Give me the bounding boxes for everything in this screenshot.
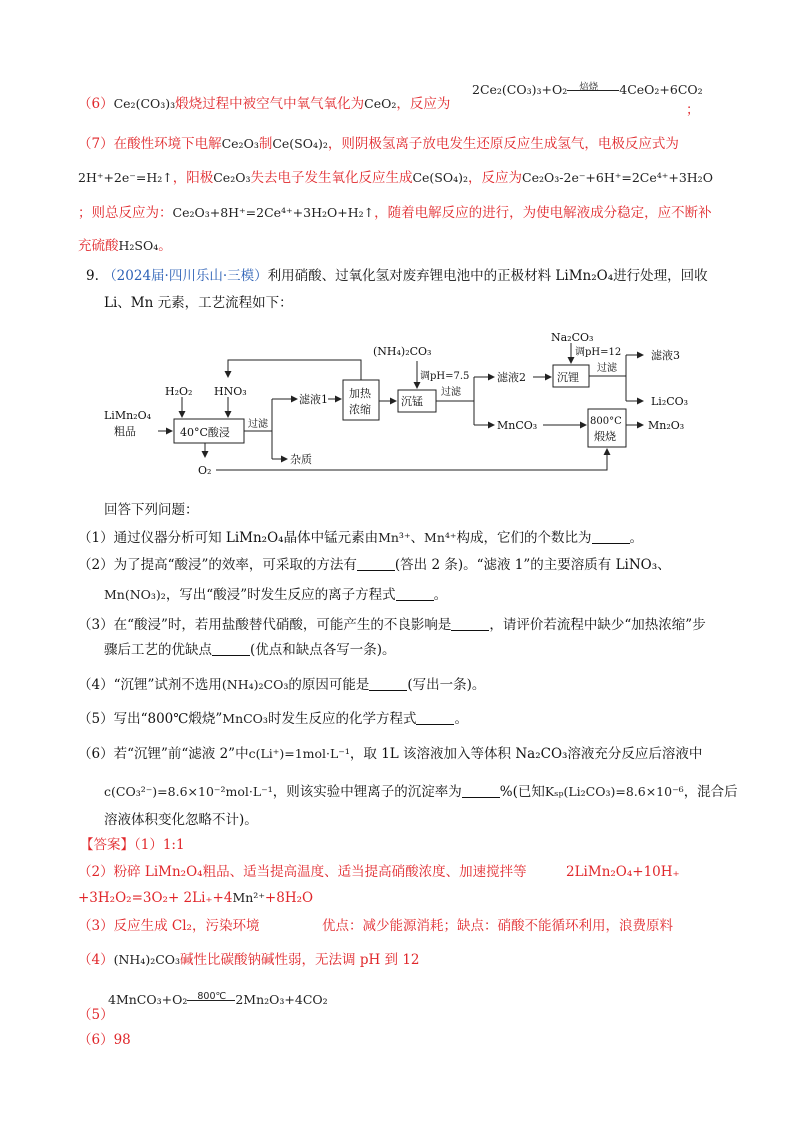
- part7-text: （7）在酸性环境下电解: [78, 136, 222, 152]
- ion-mn4: Mn⁴⁺: [424, 530, 457, 545]
- formula-ksp: Kₛₚ(Li₂CO₃)=8.6×10⁻⁶: [544, 784, 684, 799]
- label-calcine: 煅烧: [594, 430, 616, 443]
- answer-blank[interactable]: [369, 676, 407, 691]
- part6-end: ；: [686, 102, 700, 118]
- label-800c: 800°C: [590, 416, 622, 427]
- answer-5: （5）: [78, 1007, 114, 1023]
- label-hno3: HNO₃: [214, 385, 247, 398]
- label-h2o2: H₂O₂: [165, 385, 193, 398]
- formula-ce2co33: Ce₂(CO₃)₃: [113, 96, 176, 111]
- answer-3: （3）反应生成 Cl₂，污染环境: [78, 918, 260, 934]
- label-filter-acid: 过滤: [248, 419, 268, 430]
- part6-equation: 2Ce₂(CO₃)₃+O₂ 焙烧 4CeO₂+6CO₂: [472, 80, 703, 100]
- answer-blank[interactable]: [212, 641, 250, 656]
- q3-text: （3）在“酸浸”时，若用盐酸替代硝酸，可能产生的不良影响是: [78, 617, 452, 633]
- question-text: 利用硝酸、过氧化氢对废弃锂电池中的正极材料 LiMn₂O₄进行处理，回收: [267, 268, 708, 284]
- cathode-equation: 2H⁺+2e⁻=H₂↑: [78, 170, 173, 185]
- label-na2co3: Na₂CO₃: [551, 331, 594, 344]
- q6-text: （6）若“沉锂”前“滤液 2”中: [78, 746, 249, 762]
- process-flowchart: [0, 325, 800, 485]
- answer-blank[interactable]: [462, 783, 500, 798]
- formula-mnco3: MnCO₃: [222, 711, 268, 726]
- formula-mnno32: Mn(NO₃)₂: [104, 587, 166, 602]
- part6-text1: 煅烧过程中被空气中氧气氧化为: [175, 96, 365, 112]
- label-o2: O₂: [198, 464, 212, 477]
- label-raw-material: LiMn₂O₄: [104, 409, 152, 422]
- question-source: （2024届·四川乐山·三模）: [103, 268, 268, 284]
- formula-nh42co3: (NH₄)₂CO₃: [113, 952, 181, 967]
- label-mnco3: MnCO₃: [497, 419, 538, 432]
- answer-6: （6）98: [78, 1032, 131, 1048]
- label-filter-li: 过滤: [597, 363, 617, 374]
- question-number: 9.: [86, 268, 99, 284]
- answer-label: 【答案】: [80, 837, 134, 853]
- label-concentrate: 浓缩: [349, 403, 371, 416]
- answer-5-equation: 4MnCO₃+O₂ 800℃ 2Mn₂O₃+4CO₂: [108, 990, 328, 1010]
- ion-mn3: Mn³⁺: [378, 530, 411, 545]
- label-li2co3: Li₂CO₃: [651, 395, 689, 408]
- answer-blank[interactable]: [396, 586, 434, 601]
- formula-ce2o3: Ce₂O₃: [213, 170, 251, 185]
- formula-ce2o3: Ce₂O₃: [221, 136, 259, 151]
- answer-blank[interactable]: [592, 529, 630, 544]
- answer-blank[interactable]: [416, 710, 454, 725]
- label-mn-precipitate: 沉锰: [401, 395, 423, 408]
- formula-h2so4: H₂SO₄: [118, 238, 159, 253]
- questions-intro: 回答下列问题：: [104, 502, 199, 518]
- q1-text: （1）通过仪器分析可知 LiMn₂O₄晶体中锰元素由: [78, 530, 379, 546]
- label-acid-leach: 40°C酸浸: [180, 426, 230, 439]
- part6-num: （6）: [78, 96, 114, 112]
- label-ph75: 调pH=7.5: [420, 371, 470, 382]
- label-crude: 粗品: [114, 425, 136, 438]
- question-text-2: Li、Mn 元素，工艺流程如下：: [104, 295, 293, 311]
- formula-nh42co3: (NH₄)₂CO₃: [221, 677, 289, 692]
- label-impurity: 杂质: [290, 453, 312, 466]
- eq-condition-800c: 800℃: [197, 991, 227, 1002]
- formula-ceso42: Ce(SO₄)₂: [412, 170, 469, 185]
- label-filtrate2: 滤液2: [497, 371, 526, 384]
- label-filtrate1: 滤液1: [299, 393, 328, 406]
- label-heat: 加热: [349, 387, 371, 400]
- answer-1: （1）1:1: [134, 837, 185, 853]
- answer-2: （2）粉碎 LiMn₂O₄粗品、适当提高温度、适当提高硝酸浓度、加速搅拌等: [78, 864, 527, 880]
- answer-4: （4）: [78, 952, 114, 968]
- formula-ceso42: Ce(SO₄)₂: [272, 136, 328, 151]
- label-filtrate3: 滤液3: [651, 349, 680, 362]
- answer-2-equation: 2LiMn₂O₄+10H₊: [566, 864, 680, 880]
- q5-text: （5）写出“800℃煅烧”: [78, 711, 223, 727]
- formula-c-li: c(Li⁺)=1mol·L⁻¹: [248, 746, 350, 761]
- part6-text2: ，反应为: [396, 96, 451, 112]
- label-li-precipitate: 沉锂: [557, 371, 579, 384]
- label-nh4co3: (NH₄)₂CO₃: [373, 345, 432, 358]
- answer-3-evaluation: 优点：减少能源消耗；缺点：硝酸不能循环利用，浪费原料: [322, 918, 673, 934]
- eq-condition-calcine: 焙烧: [579, 82, 599, 93]
- ion-mn2: Mn²⁺: [232, 890, 265, 905]
- label-mn2o3: Mn₂O₃: [648, 419, 685, 432]
- formula-ceo2: CeO₂: [364, 96, 397, 111]
- q2-text: （2）为了提高“酸浸”的效率，可采取的方法有: [78, 557, 357, 573]
- answer-blank[interactable]: [357, 556, 395, 571]
- q4-text: （4）“沉锂”试剂不选用: [78, 677, 222, 693]
- label-filter-mn: 过滤: [441, 387, 461, 398]
- anode-equation: Ce₂O₃-2e⁻+6H⁺=2Ce⁴⁺+3H₂O: [522, 170, 713, 185]
- formula-c-co3: c(CO₃²⁻)=8.6×10⁻²mol·L⁻¹: [104, 784, 273, 799]
- answer-blank[interactable]: [451, 616, 489, 631]
- total-equation: Ce₂O₃+8H⁺=2Ce⁴⁺+3H₂O+H₂↑: [172, 205, 375, 220]
- label-ph12: 调pH=12: [575, 347, 622, 358]
